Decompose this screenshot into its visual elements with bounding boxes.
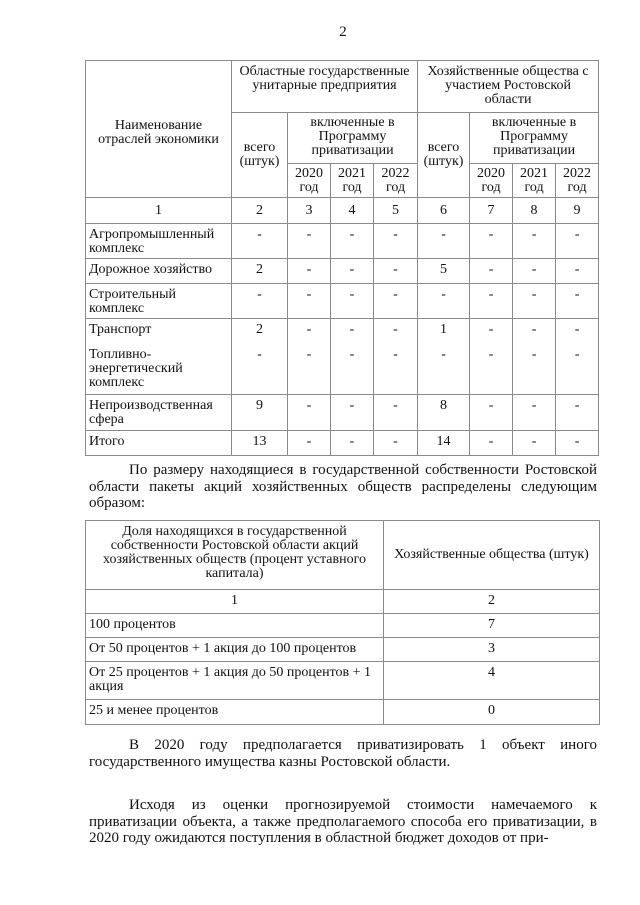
- cell-value: -: [374, 395, 418, 431]
- cell-value: -: [288, 319, 331, 344]
- cell-value: -: [418, 344, 470, 395]
- cell-value: 5: [418, 259, 470, 284]
- table-row: [86, 224, 599, 259]
- paragraph-1: По размеру находящиеся в государственной собственности Ростовской области пакеты акций хозяйственных обществ распределены следующим образом:: [89, 462, 597, 511]
- cell-value: -: [331, 224, 374, 259]
- cell-value: -: [232, 224, 288, 259]
- cell-value: -: [513, 319, 556, 344]
- cell-value: -: [470, 395, 513, 431]
- cell-value: 9: [232, 395, 288, 431]
- header-group-companies: Хозяйственные общества с участием Ростовской области: [418, 61, 599, 113]
- table-row: [86, 319, 599, 344]
- enterprises-by-sector-table: [85, 60, 599, 456]
- cell-value: -: [331, 284, 374, 319]
- col-number: 3: [288, 198, 331, 224]
- header-group-unitary: Областные государственные унитарные предприятия: [232, 61, 418, 113]
- page-number: 2: [339, 24, 347, 40]
- table-row: [86, 259, 599, 284]
- cell-value: -: [374, 259, 418, 284]
- col-number: 4: [331, 198, 374, 224]
- header-sector-name: Наименование отраслей экономики: [86, 61, 232, 198]
- cell-value: -: [288, 284, 331, 319]
- table-row: [86, 662, 600, 700]
- col-number: 6: [418, 198, 470, 224]
- col-number: 9: [556, 198, 599, 224]
- cell-value: -: [470, 344, 513, 395]
- paragraph-2: В 2020 году предполагается приватизировать 1 объект иного государственного имущества казны Ростовской области.: [89, 737, 597, 770]
- cell-value: -: [513, 431, 556, 456]
- table-row: [86, 431, 599, 456]
- cell-value: -: [374, 224, 418, 259]
- cell-value: -: [556, 431, 599, 456]
- cell-value: -: [331, 344, 374, 395]
- header-included-2: включенные в Программу приватизации: [470, 113, 599, 164]
- cell-value: -: [288, 344, 331, 395]
- cell-value: 1: [418, 319, 470, 344]
- cell-value: -: [556, 319, 599, 344]
- cell-value: -: [418, 284, 470, 319]
- cell-value: -: [470, 224, 513, 259]
- header-year: 2022 год: [556, 164, 599, 198]
- table-row: [86, 344, 599, 395]
- cell-value: -: [470, 319, 513, 344]
- share-label: 25 и менее процентов: [86, 700, 384, 725]
- sector-name: Строительный комплекс: [86, 284, 232, 319]
- table-row: [86, 284, 599, 319]
- header-year: 2020 год: [288, 164, 331, 198]
- col-number: 2: [232, 198, 288, 224]
- header-included-1: включенные в Программу приватизации: [288, 113, 418, 164]
- sector-name: Транспорт: [86, 319, 232, 344]
- cell-value: -: [374, 344, 418, 395]
- table-row: [86, 395, 599, 431]
- cell-value: -: [470, 259, 513, 284]
- cell-value: -: [288, 395, 331, 431]
- header-year: 2022 год: [374, 164, 418, 198]
- cell-value: -: [288, 224, 331, 259]
- cell-value: -: [288, 431, 331, 456]
- cell-value: 13: [232, 431, 288, 456]
- cell-value: 14: [418, 431, 470, 456]
- header-year: 2021 год: [331, 164, 374, 198]
- paragraph-3: Исходя из оценки прогнозируемой стоимости намечаемого к приватизации объекта, а также предполагаемого способа его приватизации, в 2020 году ожидаются поступления в областной бюджет доходов от при-: [89, 797, 597, 846]
- cell-value: -: [556, 344, 599, 395]
- cell-value: 2: [232, 259, 288, 284]
- sector-name: Итого: [86, 431, 232, 456]
- cell-value: -: [331, 259, 374, 284]
- cell-value: -: [374, 319, 418, 344]
- cell-value: -: [513, 344, 556, 395]
- cell-value: -: [374, 431, 418, 456]
- cell-value: -: [418, 224, 470, 259]
- cell-value: -: [513, 284, 556, 319]
- cell-value: -: [331, 431, 374, 456]
- col-number: 8: [513, 198, 556, 224]
- cell-value: -: [513, 395, 556, 431]
- col-number: 1: [86, 198, 232, 224]
- cell-value: -: [331, 395, 374, 431]
- cell-value: -: [470, 284, 513, 319]
- cell-value: -: [556, 284, 599, 319]
- table-row: [86, 638, 600, 662]
- cell-value: -: [513, 259, 556, 284]
- sector-name: Агропромышленный комплекс: [86, 224, 232, 259]
- share-label: От 50 процентов + 1 акция до 100 процентов: [86, 638, 384, 662]
- cell-value: -: [513, 224, 556, 259]
- cell-value: -: [331, 319, 374, 344]
- col-number: 5: [374, 198, 418, 224]
- companies-count: 0: [384, 700, 600, 725]
- sector-name: Топливно-энергетический комплекс: [86, 344, 232, 395]
- table-row: [86, 614, 600, 638]
- cell-value: -: [288, 259, 331, 284]
- cell-value: -: [232, 284, 288, 319]
- table-row: [86, 700, 600, 725]
- share-label: От 25 процентов + 1 акция до 50 процентов + 1 акция: [86, 662, 384, 700]
- companies-count: 3: [384, 638, 600, 662]
- sector-name: Непроизводственная сфера: [86, 395, 232, 431]
- header-total-2: всего (штук): [418, 113, 470, 198]
- companies-count: 7: [384, 614, 600, 638]
- cell-value: -: [556, 395, 599, 431]
- col-number: 1: [86, 590, 384, 614]
- cell-value: -: [232, 344, 288, 395]
- shares-distribution-table: [85, 520, 600, 725]
- col-number: 7: [470, 198, 513, 224]
- cell-value: 8: [418, 395, 470, 431]
- header-year: 2021 год: [513, 164, 556, 198]
- companies-count: 4: [384, 662, 600, 700]
- header-share: Доля находящихся в государственной собственности Ростовской области акций хозяйственных обществ (процент уставного капитала): [86, 521, 384, 590]
- cell-value: 2: [232, 319, 288, 344]
- header-total-1: всего (штук): [232, 113, 288, 198]
- share-label: 100 процентов: [86, 614, 384, 638]
- cell-value: -: [556, 224, 599, 259]
- header-companies-count: Хозяйственные общества (штук): [384, 521, 600, 590]
- cell-value: -: [470, 431, 513, 456]
- col-number: 2: [384, 590, 600, 614]
- cell-value: -: [556, 259, 599, 284]
- cell-value: -: [374, 284, 418, 319]
- sector-name: Дорожное хозяйство: [86, 259, 232, 284]
- header-year: 2020 год: [470, 164, 513, 198]
